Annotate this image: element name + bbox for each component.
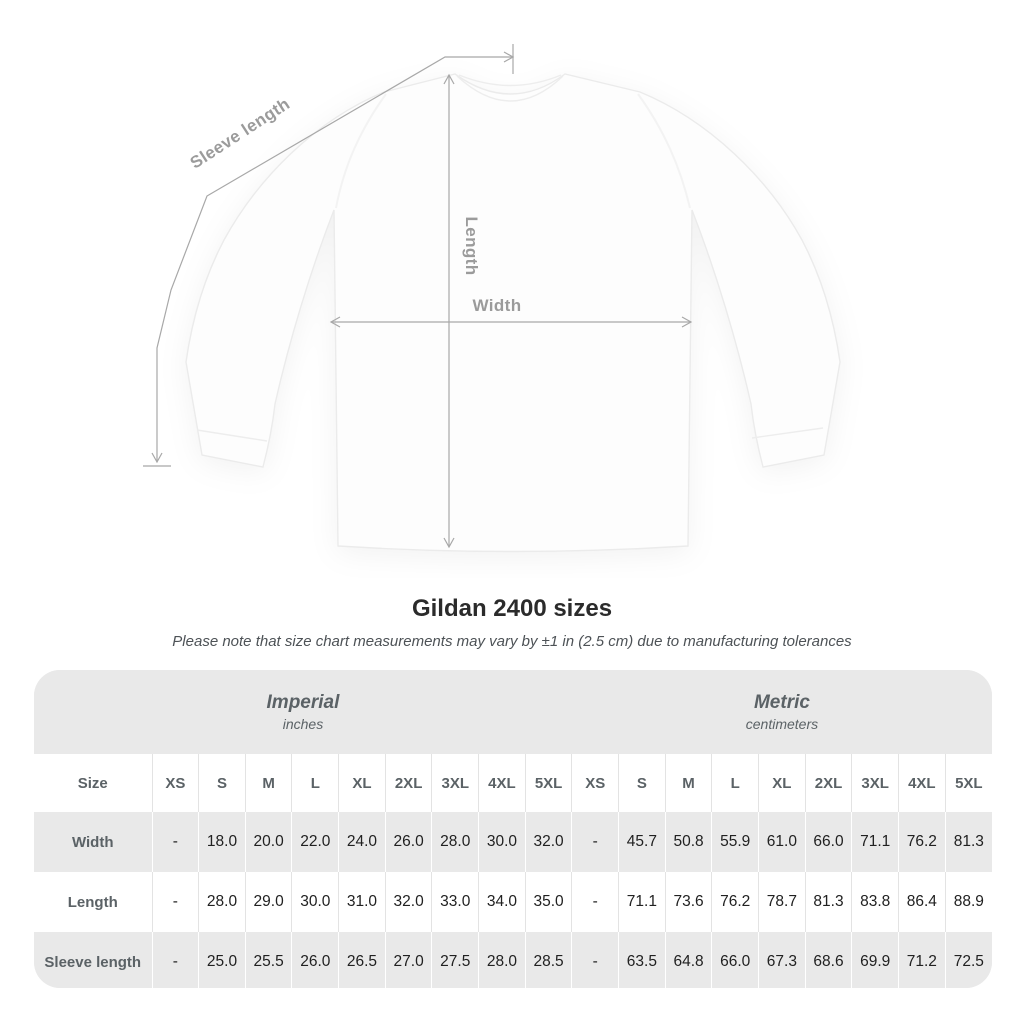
value-cell-imperial: 26.0 (385, 812, 432, 872)
size-chart-table (34, 670, 992, 988)
value-cell-imperial: 32.0 (525, 812, 572, 872)
size-header-imperial-4xl: 4XL (479, 754, 526, 812)
size-header-imperial-s: S (199, 754, 246, 812)
value-cell-imperial: 32.0 (385, 872, 432, 932)
size-header-imperial-2xl: 2XL (385, 754, 432, 812)
value-cell-metric: 69.9 (852, 932, 899, 988)
value-cell-imperial: 35.0 (525, 872, 572, 932)
value-cell-imperial: 27.0 (385, 932, 432, 988)
value-cell-metric: 71.1 (852, 812, 899, 872)
group-header-imperial (34, 670, 572, 754)
value-cell-metric: 45.7 (619, 812, 666, 872)
length-label: Length (462, 216, 481, 276)
value-cell-metric: 72.5 (945, 932, 992, 988)
measurement-row (34, 932, 992, 988)
size-header-imperial-l: L (292, 754, 339, 812)
size-header-metric-s: S (619, 754, 666, 812)
value-cell-metric: 81.3 (945, 812, 992, 872)
value-cell-metric: 61.0 (759, 812, 806, 872)
measurement-row (34, 812, 992, 872)
value-cell-metric: 83.8 (852, 872, 899, 932)
value-cell-imperial: 28.5 (525, 932, 572, 988)
value-cell-metric: 76.2 (899, 812, 946, 872)
value-cell-imperial: 28.0 (199, 872, 246, 932)
group-header-metric (572, 670, 992, 754)
size-header-row (34, 754, 992, 812)
value-cell-imperial: - (152, 932, 199, 988)
size-header-metric-xs: XS (572, 754, 619, 812)
value-cell-metric: - (572, 932, 619, 988)
size-header-imperial-m: M (245, 754, 292, 812)
value-cell-imperial: 34.0 (479, 872, 526, 932)
value-cell-imperial: 28.0 (432, 812, 479, 872)
measurement-row (34, 872, 992, 932)
value-cell-metric: 71.2 (899, 932, 946, 988)
value-cell-imperial: 25.5 (245, 932, 292, 988)
value-cell-metric: 86.4 (899, 872, 946, 932)
value-cell-imperial: - (152, 812, 199, 872)
value-cell-imperial: 20.0 (245, 812, 292, 872)
size-header-imperial-xl: XL (339, 754, 386, 812)
value-cell-imperial: 22.0 (292, 812, 339, 872)
row-label: Length (34, 872, 152, 932)
value-cell-imperial: - (152, 872, 199, 932)
size-header-metric-l: L (712, 754, 759, 812)
value-cell-metric: 55.9 (712, 812, 759, 872)
size-header-imperial-3xl: 3XL (432, 754, 479, 812)
size-header-metric-xl: XL (759, 754, 806, 812)
value-cell-metric: 73.6 (665, 872, 712, 932)
value-cell-imperial: 31.0 (339, 872, 386, 932)
value-cell-metric: 63.5 (619, 932, 666, 988)
unit-group-row (34, 670, 992, 754)
value-cell-imperial: 30.0 (292, 872, 339, 932)
size-chart-body (34, 670, 992, 988)
value-cell-imperial: 30.0 (479, 812, 526, 872)
value-cell-imperial: 26.0 (292, 932, 339, 988)
value-cell-metric: 66.0 (712, 932, 759, 988)
value-cell-metric: 88.9 (945, 872, 992, 932)
group-label-metric: Metric (753, 692, 810, 714)
row-label: Sleeve length (34, 932, 152, 988)
value-cell-metric: 66.0 (805, 812, 852, 872)
page-title: Gildan 2400 sizes (411, 595, 613, 622)
size-chart (34, 670, 992, 988)
size-header-metric-3xl: 3XL (852, 754, 899, 812)
value-cell-metric: 68.6 (805, 932, 852, 988)
value-cell-metric: 64.8 (665, 932, 712, 988)
collar-back-seam (459, 75, 561, 86)
value-cell-imperial: 25.0 (199, 932, 246, 988)
size-column-header: Size (34, 754, 152, 812)
size-header-imperial-5xl: 5XL (525, 754, 572, 812)
value-cell-metric: - (572, 812, 619, 872)
size-header-metric-m: M (665, 754, 712, 812)
tolerance-note: Please note that size chart measurements may vary by ±1 in (2.5 cm) due to manufacturing tolerances (172, 633, 852, 650)
value-cell-imperial: 27.5 (432, 932, 479, 988)
group-sublabel-metric: centimeters (745, 715, 819, 732)
size-header-metric-4xl: 4XL (899, 754, 946, 812)
value-cell-metric: 81.3 (805, 872, 852, 932)
sleeve-length-label: Sleeve length (186, 94, 294, 173)
value-cell-imperial: 24.0 (339, 812, 386, 872)
value-cell-metric: 76.2 (712, 872, 759, 932)
value-cell-imperial: 29.0 (245, 872, 292, 932)
size-header-imperial-xs: XS (152, 754, 199, 812)
value-cell-metric: - (572, 872, 619, 932)
group-label-imperial: Imperial (266, 692, 340, 714)
value-cell-metric: 71.1 (619, 872, 666, 932)
width-label: Width (472, 296, 522, 315)
value-cell-imperial: 28.0 (479, 932, 526, 988)
size-header-metric-5xl: 5XL (945, 754, 992, 812)
value-cell-metric: 50.8 (665, 812, 712, 872)
value-cell-imperial: 33.0 (432, 872, 479, 932)
group-sublabel-imperial: inches (282, 715, 324, 732)
value-cell-metric: 78.7 (759, 872, 806, 932)
value-cell-metric: 67.3 (759, 932, 806, 988)
row-label: Width (34, 812, 152, 872)
value-cell-imperial: 18.0 (199, 812, 246, 872)
value-cell-imperial: 26.5 (339, 932, 386, 988)
size-header-metric-2xl: 2XL (805, 754, 852, 812)
